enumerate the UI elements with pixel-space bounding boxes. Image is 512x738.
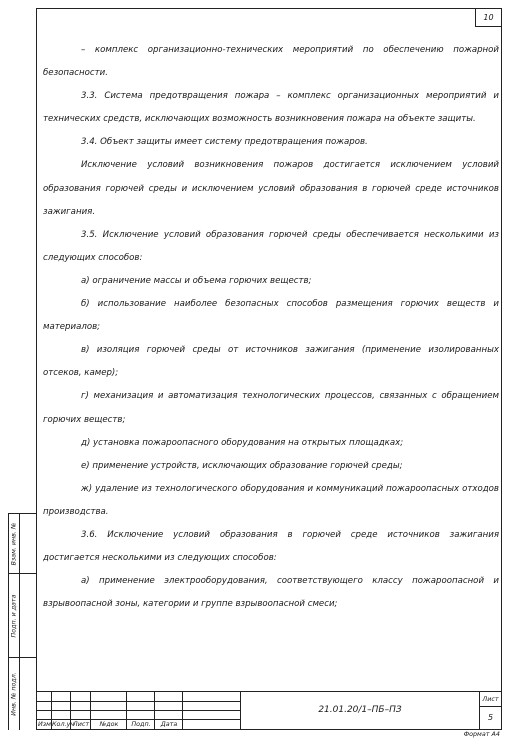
paragraph: а) ограничение массы и объема горючих веществ; — [81, 275, 312, 286]
tb-header-ndok: №док — [99, 720, 119, 728]
sheet-cell — [479, 692, 501, 729]
sidebar-vzam-inv — [8, 513, 36, 573]
sidebar-label: Взам. инв. № — [10, 522, 18, 565]
paragraph: а) применение электрооборудования, соответствующего классу пожароопасной и взрывоопасной зоны, категории и группе взрывоопасной смеси; — [43, 576, 499, 610]
paragraph: 3.3. Система предотвращения пожара – комплекс организационных мероприятий и технических средств, исключающих возможность возникновения пожара на объекте защиты. — [43, 91, 499, 125]
sidebar-label: Инв. № подл. — [10, 672, 18, 716]
paragraph: Исключение условий возникновения пожаров достигается исключением условий образования горючей среды и исключением условий образования в горючей среде источников зажигания. — [43, 160, 499, 217]
tb-header-kol: Кол.уч — [52, 720, 75, 728]
left-sidebar-stamp — [8, 513, 36, 730]
sheet-label: Лист — [480, 692, 501, 707]
paragraph: 3.6. Исключение условий образования в горючей среде источников зажигания достигается несколькими из следующих способов: — [43, 529, 499, 564]
sidebar-podp-data — [8, 573, 36, 657]
tb-header-data: Дата — [160, 720, 178, 728]
paragraph: 3.5. Исключение условий образования горючей среды обеспечивается несколькими из следующих способов: — [43, 229, 499, 263]
title-block — [37, 691, 501, 729]
paragraph: д) установка пожароопасного оборудования на открытых площадках; — [81, 437, 404, 448]
sidebar-label: Подп. и дата — [10, 594, 18, 637]
paragraph: б) использование наиболее безопасных способов размещения горючих веществ и материалов; — [43, 299, 499, 333]
page-number: 10 — [475, 9, 501, 27]
tb-line — [37, 710, 241, 711]
tb-line — [37, 701, 241, 702]
document-code: 21.01.20/1–ПБ–ПЗ — [318, 705, 402, 715]
paragraph: 3.4. Объект защиты имеет систему предотвращения пожаров. — [81, 137, 368, 148]
paragraph: г) механизация и автоматизация технологических процессов, связанных с обращением горючих веществ; — [43, 391, 499, 425]
tb-header-izm: Изм — [38, 720, 51, 728]
paragraph: ж) удаление из технологического оборудования и коммуникаций пожароопасных отходов производства. — [43, 483, 499, 517]
paragraph: е) применение устройств, исключающих образование горючей среды; — [81, 460, 403, 471]
tb-header-list: Лист — [72, 720, 90, 728]
body-text — [43, 39, 499, 616]
sidebar-inv-podl — [8, 657, 36, 730]
sheet-number: 5 — [487, 713, 494, 722]
drawing-frame — [36, 8, 502, 730]
tb-header-podp: Подп. — [131, 720, 151, 728]
format-label: Формат А4 — [463, 730, 500, 738]
paragraph: в) изоляция горючей среды от источников зажигания (применение изолированных отсеков, камер); — [43, 345, 499, 379]
paragraph: – комплекс организационно-технических мероприятий по обеспечению пожарной безопасности. — [43, 45, 499, 79]
